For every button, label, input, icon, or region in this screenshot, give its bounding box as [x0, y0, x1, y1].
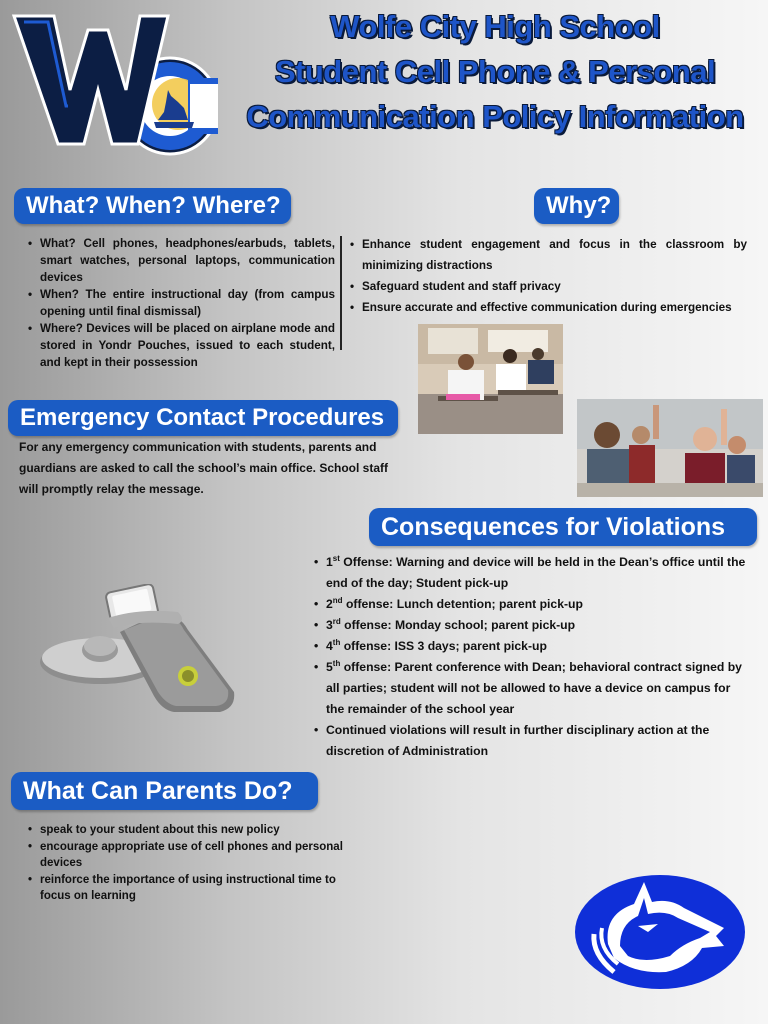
consequences-heading: Consequences for Violations [369, 508, 757, 546]
why-heading: Why? [534, 188, 619, 224]
parents-list [24, 822, 354, 905]
consequences-list [310, 552, 750, 762]
title-line-2: Student Cell Phone & Personal [274, 54, 716, 89]
title-line-3: Communication Policy Information [246, 99, 744, 134]
offense-5-item: • 5th offense: Parent conference with Dean; behavioral contract signed by all parties; student will not be allowed to have a device on campus for the remainder of the school year [326, 657, 750, 720]
offense-4-item: • 4th offense: ISS 3 days; parent pick-up [326, 636, 750, 657]
wc-logo-icon [8, 8, 218, 156]
what-item: • What? Cell phones, headphones/earbuds, tablets, smart watches, personal laptops, communication devices [40, 235, 335, 286]
parents-item: • encourage appropriate use of cell phones and personal devices [40, 839, 354, 872]
wolf-mascot-logo [574, 874, 746, 990]
column-divider [340, 236, 342, 350]
continued-violations-item: • Continued violations will result in further disciplinary action at the discretion of Administration [326, 720, 750, 762]
title-line-1: Wolfe City High School [330, 9, 660, 44]
students-raising-hands-photo [577, 399, 763, 497]
parents-item: • speak to your student about this new policy [40, 822, 354, 839]
where-item: • Where? Devices will be placed on airplane mode and stored in Yondr Pouches, issued to each student, and kept in their possession [40, 320, 335, 371]
parents-item: • reinforce the importance of using instructional time to focus on learning [40, 872, 354, 905]
offense-1-item: • 1st Offense: Warning and device will be held in the Dean’s office until the end of the day; Student pick-up [326, 552, 750, 594]
what-heading: What? When? Where? [14, 188, 291, 224]
when-item: • When? The entire instructional day (from campus opening until final dismissal) [40, 286, 335, 320]
offense-2-item: • 2nd offense: Lunch detention; parent pick-up [326, 594, 750, 615]
parents-heading: What Can Parents Do? [11, 772, 318, 810]
wolf-head-icon [574, 874, 746, 990]
classroom-photo [418, 324, 563, 434]
yondr-pouch-image [38, 584, 238, 716]
offense-3-item: • 3rd offense: Monday school; parent pick-up [326, 615, 750, 636]
what-list [24, 235, 335, 371]
why-list [346, 234, 747, 318]
emergency-text: For any emergency communication with students, parents and guardians are asked to call the school’s main office. School staff will promptly relay the message. [19, 440, 388, 496]
school-logo [8, 8, 218, 156]
why-item: • Enhance student engagement and focus in the classroom by minimizing distractions [362, 234, 747, 276]
why-item: • Ensure accurate and effective communication during emergencies [362, 297, 747, 318]
why-item: • Safeguard student and staff privacy [362, 276, 747, 297]
page-title [200, 4, 768, 139]
emergency-heading: Emergency Contact Procedures [8, 400, 398, 436]
